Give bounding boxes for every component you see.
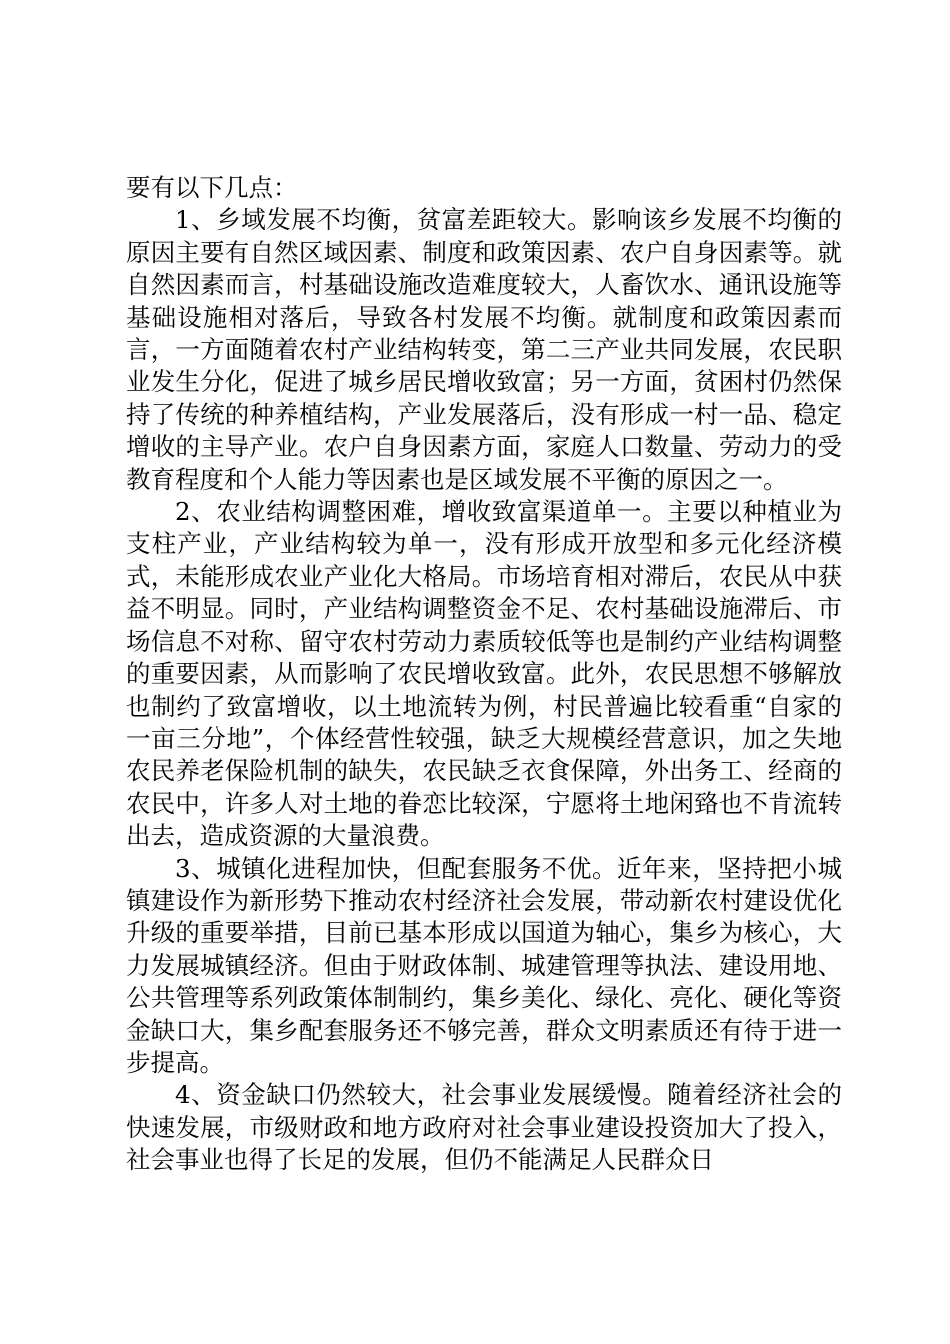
paragraph-3: 3、城镇化进程加快，但配套服务不优。近年来，坚持把小城镇建设作为新形势下推动农村经济社会发展，带动新农村建设优化升级的重要举措，目前已基本形成以国道为轴心，集乡为核心，大力发展城镇经济。但由于财政体制、城建管理等执法、建设用地、公共管理等系列政策体制制约，集乡美化、绿化、亮化、硬化等资金缺口大，集乡配套服务还不够完善，群众文明素质还有待于进一步提高。 [126, 853, 842, 1077]
paragraph-4: 4、资金缺口仍然较大，社会事业发展缓慢。随着经济社会的快速发展，市级财政和地方政府对社会事业建设投资加大了投入，社会事业也得了长足的发展，但仍不能满足人民群众日 [126, 1080, 842, 1175]
paragraph-1: 1、乡域发展不均衡，贫富差距较大。影响该乡发展不均衡的原因主要有自然区域因素、制度和政策因素、农户自身因素等。就自然因素而言，村基础设施改造难度较大，人畜饮水、通讯设施等基础设施相对落后，导致各村发展不均衡。就制度和政策因素而言，一方面随着农村产业结构转变，第二三产业共同发展，农民职业发生分化，促进了城乡居民增收致富；另一方面，贫困村仍然保持了传统的种养植结构，产业发展落后，没有形成一村一品、稳定增收的主导产业。农户自身因素方面，家庭人口数量、劳动力的受教育程度和个人能力等因素也是区域发展不平衡的原因之一。 [126, 205, 842, 494]
paragraph-2: 2、农业结构调整困难，增收致富渠道单一。主要以种植业为支柱产业，产业结构较为单一，没有形成开放型和多元化经济模式，未能形成农业产业化大格局。市场培育相对滞后，农民从中获益不明显。同时，产业结构调整资金不足、农村基础设施滞后、市场信息不对称、留守农村劳动力素质较低等也是制约产业结构调整的重要因素，从而影响了农民增收致富。此外，农民思想不够解放也制约了致富增收，以土地流转为例，村民普遍比较看重“自家的一亩三分地”，个体经营性较强，缺乏大规模经营意识，加之失地农民养老保险机制的缺失，农民缺乏衣食保障，外出务工、经商的农民中，许多人对土地的眷恋比较深，宁愿将土地闲臵也不肯流转出去，造成资源的大量浪费。 [126, 497, 842, 851]
document-body [126, 172, 842, 1177]
lead-line: 要有以下几点： [126, 173, 298, 202]
